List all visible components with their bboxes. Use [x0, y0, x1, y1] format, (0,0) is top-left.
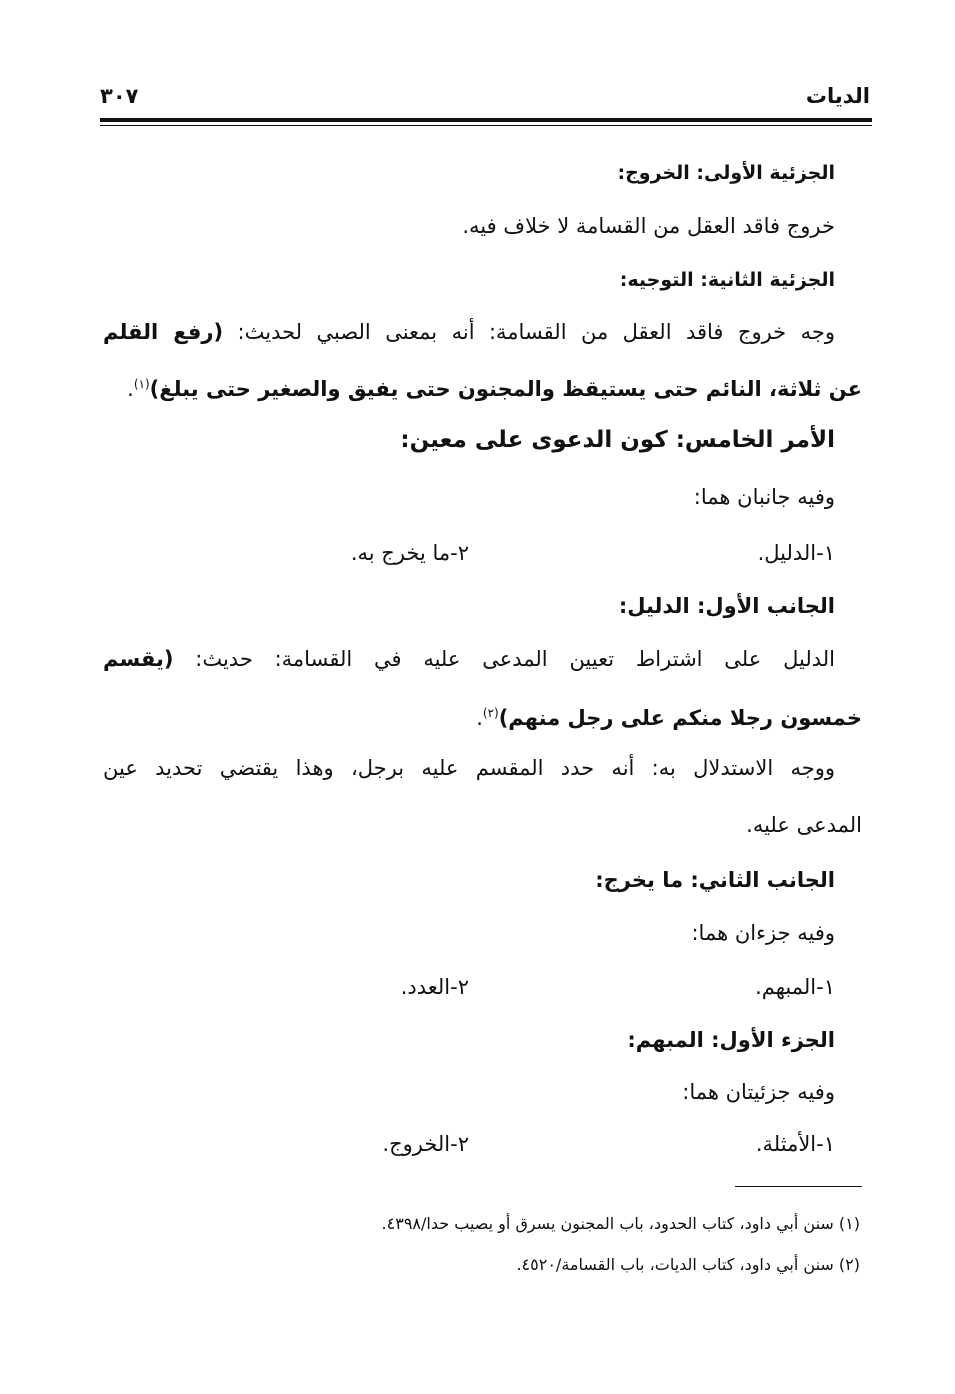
paragraph-line: وفيه جزءان هما:: [691, 921, 835, 945]
text-run: .: [127, 377, 134, 401]
paragraph-line: وفيه جانبان هما:: [693, 485, 835, 509]
subheading-side2: الجانب الثاني: ما يخرج:: [595, 868, 835, 892]
subheading-part: الجزء الأول: المبهم:: [627, 1028, 835, 1052]
paragraph-line: [127, 369, 862, 404]
paragraph-line: [476, 698, 862, 733]
footnote: (٢) سنن أبي داود، كتاب الديات، باب القسامة/٤٥٢٠.: [516, 1255, 860, 1274]
footnote-ref: (٢): [482, 706, 499, 720]
list-item: ٢-الخروج.: [382, 1132, 469, 1156]
subheading-side1: الجانب الأول: الدليل:: [618, 594, 835, 618]
list-item: ٢-ما يخرج به.: [350, 541, 469, 565]
paragraph-line: وفيه جزئيتان هما:: [682, 1080, 835, 1104]
page-number: ٣٠٧: [100, 84, 139, 108]
list-item: ١-المبهم.: [755, 975, 835, 999]
hadith-quote: (يقسم: [103, 647, 174, 671]
text-run: وجه خروج فاقد العقل من القسامة: أنه بمعنى الصبي لحديث:: [237, 320, 835, 344]
footnote: (١) سنن أبي داود، كتاب الحدود، باب المجنون يسرق أو يصيب حدا/٤٣٩٨.: [381, 1214, 860, 1233]
text-run: .: [476, 706, 483, 730]
hadith-quote: خمسون رجلا منكم على رجل منهم): [498, 706, 862, 730]
paragraph-line: ووجه الاستدلال به: أنه حدد المقسم عليه برجل، وهذا يقتضي تحديد عين: [103, 756, 835, 780]
text-run: الدليل على اشتراط تعيين المدعى عليه في القسامة: حديث:: [195, 647, 835, 671]
paragraph-line: خروج فاقد العقل من القسامة لا خلاف فيه.: [462, 214, 835, 238]
hadith-quote: (رفع القلم: [103, 320, 224, 344]
header-rule-thin: [100, 125, 872, 126]
footnote-separator: [735, 1186, 862, 1187]
chapter-title: الديات: [805, 84, 870, 108]
subheading-part1: الجزئية الأولى: الخروج:: [617, 162, 835, 184]
paragraph-line: المدعى عليه.: [746, 813, 862, 837]
list-item: ٢-العدد.: [400, 975, 469, 999]
hadith-quote: عن ثلاثة، النائم حتى يستيقظ والمجنون حتى يفيق والصغير حتى يبلغ): [149, 377, 862, 401]
header-rule-thick: [100, 118, 872, 122]
footnote-ref: (١): [133, 377, 150, 391]
paragraph-line: [103, 644, 835, 674]
list-item: ١-الدليل.: [757, 541, 835, 565]
paragraph-line: [103, 317, 835, 347]
section-heading: الأمر الخامس: كون الدعوى على معين:: [400, 427, 835, 453]
list-item: ١-الأمثلة.: [755, 1132, 835, 1156]
subheading-part2: الجزئية الثانية: التوجيه:: [619, 269, 835, 291]
